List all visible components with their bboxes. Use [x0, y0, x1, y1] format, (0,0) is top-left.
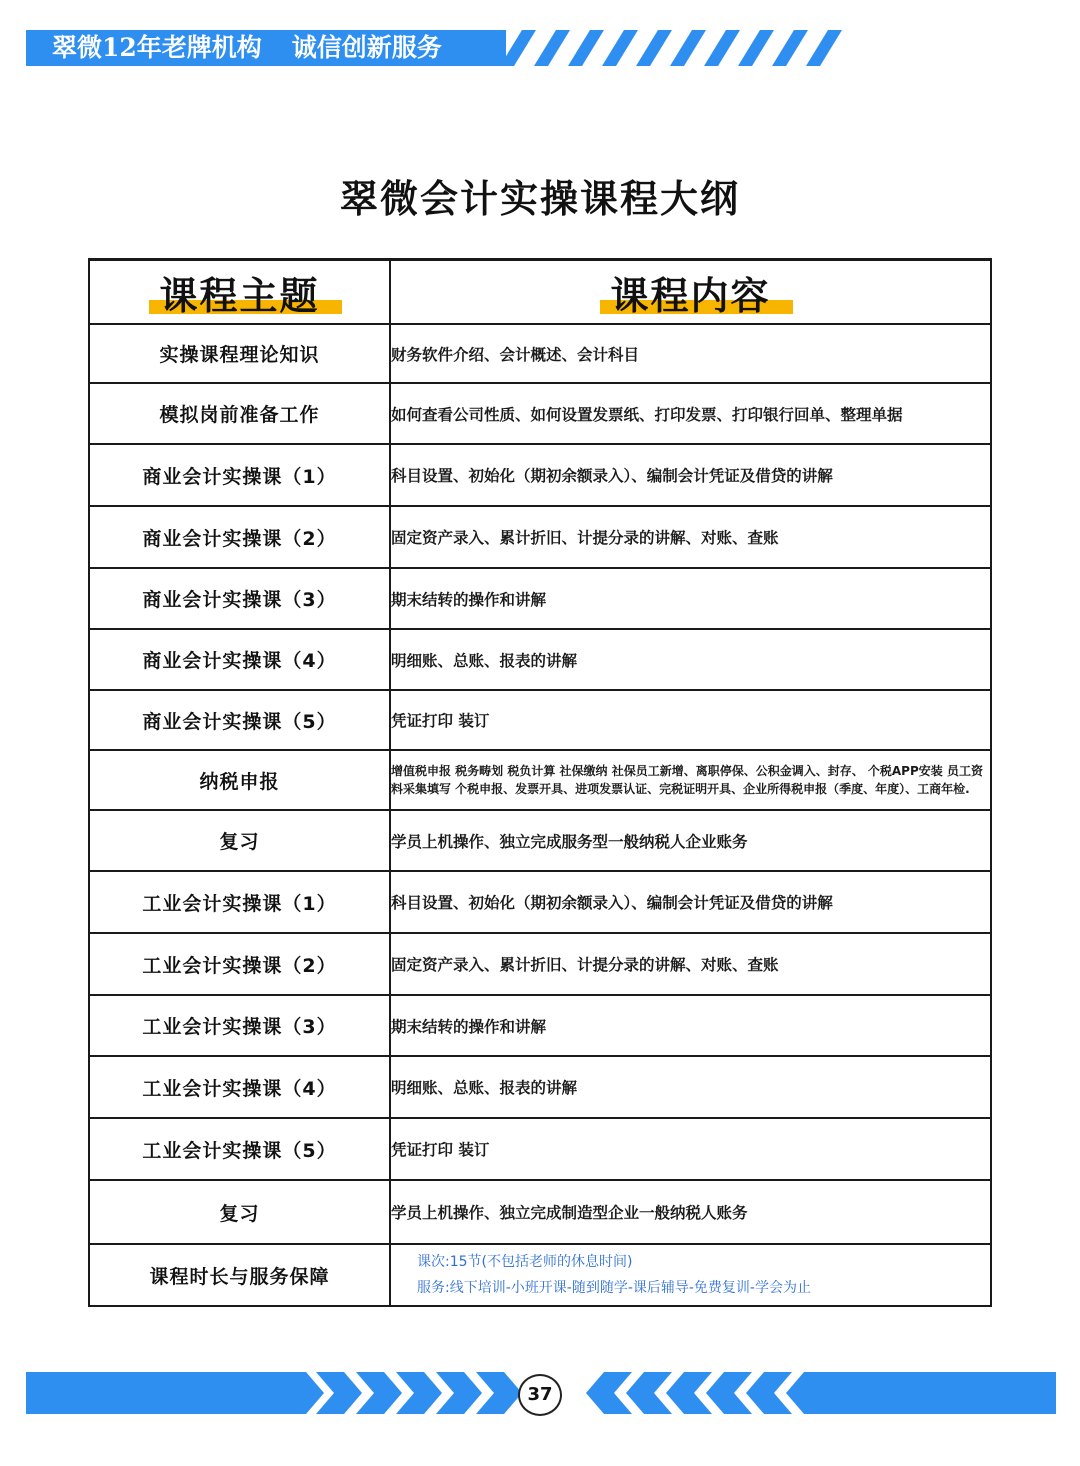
table-header-row [89, 260, 991, 325]
row-content: 增值税申报 税务畴划 税负计算 社保缴纳 社保员工新增、离职停保、公积金调入、封存、 个税APP安装 员工资料采集填写 个税申报、发票开具、进项发票认证、完税证明开具、企业所得税申报（季度、年度）、工商年检. [390, 750, 991, 810]
top-banner-text [52, 30, 442, 66]
table-row [89, 750, 991, 810]
service-sessions: 课次:15节(不包括老师的休息时间) [417, 1254, 633, 1270]
table-row [89, 810, 991, 871]
table-row [89, 629, 991, 690]
row-content: 明细账、总账、报表的讲解 [390, 629, 991, 690]
table-row [89, 568, 991, 629]
row-topic: 实操课程理论知识 [89, 324, 390, 383]
row-topic: 纳税申报 [89, 750, 390, 810]
row-content: 明细账、总账、报表的讲解 [390, 1056, 991, 1118]
header-topic-label: 课程主题 [159, 265, 319, 320]
page-title: 翠微会计实操课程大纲 [339, 177, 740, 221]
table-row [89, 1180, 991, 1244]
page-number: 37 [518, 1374, 562, 1416]
row-content: 固定资产录入、累计折旧、计提分录的讲解、对账、查账 [390, 933, 991, 995]
row-topic: 商业会计实操课（2） [89, 506, 390, 568]
row-content: 固定资产录入、累计折旧、计提分录的讲解、对账、查账 [390, 506, 991, 568]
table-row [89, 995, 991, 1056]
table-row [89, 324, 991, 383]
row-topic: 商业会计实操课（3） [89, 568, 390, 629]
row-topic: 工业会计实操课（4） [89, 1056, 390, 1118]
row-topic: 课程时长与服务保障 [89, 1244, 390, 1306]
table-row [89, 933, 991, 995]
row-topic: 商业会计实操课（4） [89, 629, 390, 690]
row-topic: 工业会计实操课（5） [89, 1118, 390, 1180]
row-topic: 商业会计实操课（1） [89, 444, 390, 506]
table-row [89, 1056, 991, 1118]
row-topic: 复习 [89, 1180, 390, 1244]
table-row-service [89, 1244, 991, 1306]
row-content: 期末结转的操作和讲解 [390, 568, 991, 629]
row-content: 科目设置、初始化（期初余额录入）、编制会计凭证及借贷的讲解 [390, 444, 991, 506]
header-content-label: 课程内容 [610, 265, 770, 320]
banner-stripes [470, 30, 860, 66]
row-topic: 商业会计实操课（5） [89, 690, 390, 750]
row-content: 学员上机操作、独立完成服务型一般纳税人企业账务 [390, 810, 991, 871]
header-content [390, 260, 991, 325]
row-topic: 工业会计实操课（1） [89, 871, 390, 933]
row-content: 如何查看公司性质、如何设置发票纸、打印发票、打印银行回单、整理单据 [390, 383, 991, 444]
table-row [89, 1118, 991, 1180]
row-content: 科目设置、初始化（期初余额录入）、编制会计凭证及借贷的讲解 [390, 871, 991, 933]
banner-left-text: 翠微12年老牌机构 [52, 33, 262, 62]
banner-right-text: 诚信创新服务 [291, 33, 442, 62]
header-topic [89, 260, 390, 325]
service-info [390, 1244, 991, 1306]
row-content: 学员上机操作、独立完成制造型企业一般纳税人账务 [390, 1180, 991, 1244]
row-content: 期末结转的操作和讲解 [390, 995, 991, 1056]
table-row [89, 690, 991, 750]
course-outline-table [88, 258, 992, 1307]
table-row [89, 444, 991, 506]
row-topic: 模拟岗前准备工作 [89, 383, 390, 444]
table-row [89, 506, 991, 568]
service-guarantee: 服务:线下培训-小班开课-随到随学-课后辅导-免费复训-学会为止 [417, 1280, 811, 1296]
row-content: 凭证打印 装订 [390, 1118, 991, 1180]
table-row [89, 871, 991, 933]
row-topic: 工业会计实操课（2） [89, 933, 390, 995]
row-topic: 复习 [89, 810, 390, 871]
row-content: 凭证打印 装订 [390, 690, 991, 750]
row-content: 财务软件介绍、会计概述、会计科目 [390, 324, 991, 383]
row-topic: 工业会计实操课（3） [89, 995, 390, 1056]
table-row [89, 383, 991, 444]
